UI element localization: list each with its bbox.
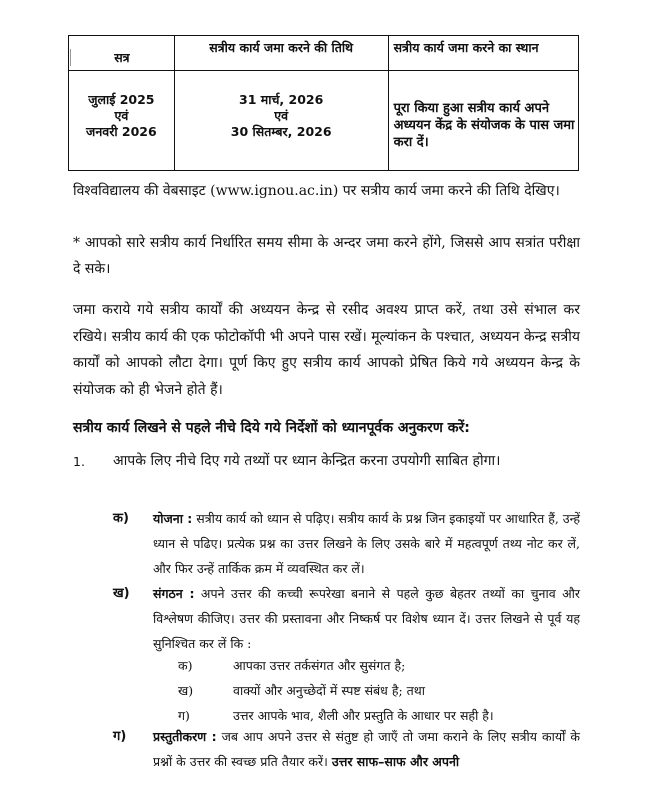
- date-line: एवं: [274, 108, 289, 123]
- date-line: 31 मार्च, 2026: [239, 92, 324, 107]
- instructions-heading: सत्रीय कार्य लिखने से पहले नीचे दिये गये निर्देशों को ध्यानपूर्वक अनुकरण करें:: [73, 420, 470, 436]
- sub-item-planning: [113, 506, 580, 581]
- submission-schedule-table: [68, 35, 579, 171]
- nested-item: [178, 653, 578, 678]
- nested-item: [178, 678, 578, 703]
- item-number: 1.: [73, 454, 85, 469]
- nested-text: आपका उत्तर तर्कसंगत और सुसंगत है;: [233, 658, 406, 673]
- website-note: विश्वविद्यालय की वेबसाइट (www.ignou.ac.in) पर सत्रीय कार्य जमा करने की तिथि देखिए।: [73, 183, 560, 199]
- sub-item-label: प्रस्तुतीकरण :: [153, 729, 217, 744]
- cell-session: [69, 71, 175, 171]
- receipt-note: जमा कराये गये सत्रीय कार्यों की अध्ययन केन्द्र से रसीद अवश्य प्राप्त करें, तथा उसे संभाल कर रखिये। सत्रीय कार्य की एक फोटोकॉपी भी अपने पास रखें। मूल्यांकन के पश्चात, अध्ययन केन्द्र सत्रीय कार्यों को आपको लौटा देगा। पूर्ण किए हुए सत्रीय कार्य आपको प्रेषित किये गये अध्ययन केन्द्र के संयोजक को ही भेजने होते हैं।: [73, 302, 580, 398]
- sub-item-text: अपने उत्तर की कच्ची रूपरेखा बनाने से पहले कुछ बेहतर तथ्यों का चुनाव और विश्लेषण कीजिए। उत्तर की प्रस्तावना और निष्कर्ष पर विशेष ध्यान दें। उत्तर लिखने से पूर्व यह सुनिश्चित कर लें कि :: [153, 586, 580, 651]
- header-session: सत्र: [69, 36, 175, 71]
- sub-item-text: सत्रीय कार्य को ध्यान से पढ़िए। सत्रीय कार्य के प्रश्न जिन इकाइयों पर आधारित हैं, उन्हें ध्यान से पढिए। प्रत्येक प्रश्न का उत्तर लिखने के लिए उसके बारे में महत्वपूर्ण तथ्य नोट कर लें, और फिर उन्हें तार्किक क्रम में व्यवस्थित कर लें।: [153, 511, 580, 576]
- session-line: एवं: [114, 108, 129, 123]
- sub-item-organization: [113, 581, 580, 656]
- table-header-row: [69, 36, 579, 71]
- sub-item-label: संगठन :: [153, 586, 195, 601]
- session-line: जुलाई 2025: [88, 92, 155, 107]
- sub-item-mark: क): [113, 511, 129, 526]
- header-submission-place: सत्रीय कार्य जमा करने का स्थान: [388, 36, 578, 71]
- cell-submission-date: [174, 71, 388, 171]
- sub-item-bold-tail: उत्तर साफ–साफ और अपनी: [331, 754, 460, 769]
- table-row: [69, 71, 579, 171]
- nested-mark: क): [178, 658, 193, 673]
- sub-item-mark: ख): [113, 586, 130, 601]
- date-line: 30 सितम्बर, 2026: [230, 124, 332, 139]
- deadline-note: * आपको सारे सत्रीय कार्य निर्धारित समय सीमा के अन्दर जमा करने होंगे, जिससे आप सत्रांत परीक्षा दे सके।: [73, 235, 580, 277]
- item-text: आपके लिए नीचे दिए गये तथ्यों पर ध्यान केन्द्रित करना उपयोगी साबित होगा।: [113, 453, 501, 469]
- instruction-item-1: [73, 447, 580, 476]
- cell-submission-place: पूरा किया हुआ सत्रीय कार्य अपने अध्ययन केंद्र के संयोजक के पास जमा करा दें।: [388, 71, 578, 171]
- nested-text: उत्तर आपके भाव, शैली और प्रस्तुति के आधार पर सही है।: [233, 708, 494, 723]
- sub-item-mark: ग): [113, 729, 127, 744]
- sub-item-text: जब आप अपने उत्तर से संतुष्ट हो जाएँ तो जमा कराने के लिए सत्रीय कार्यों के प्रश्नों के उत्तर की स्वच्छ प्रति तैयार करें।: [153, 729, 580, 769]
- nested-text: वाक्यों और अनुच्छेदों में स्पष्ट संबंध है; तथा: [233, 683, 426, 698]
- sub-item-label: योजना :: [153, 511, 193, 526]
- nested-mark: ग): [178, 708, 190, 723]
- nested-mark: ख): [178, 683, 194, 698]
- sub-item-presentation: [113, 724, 580, 774]
- session-line: जनवरी 2026: [86, 124, 157, 139]
- header-submission-date: सत्रीय कार्य जमा करने की तिथि: [174, 36, 388, 71]
